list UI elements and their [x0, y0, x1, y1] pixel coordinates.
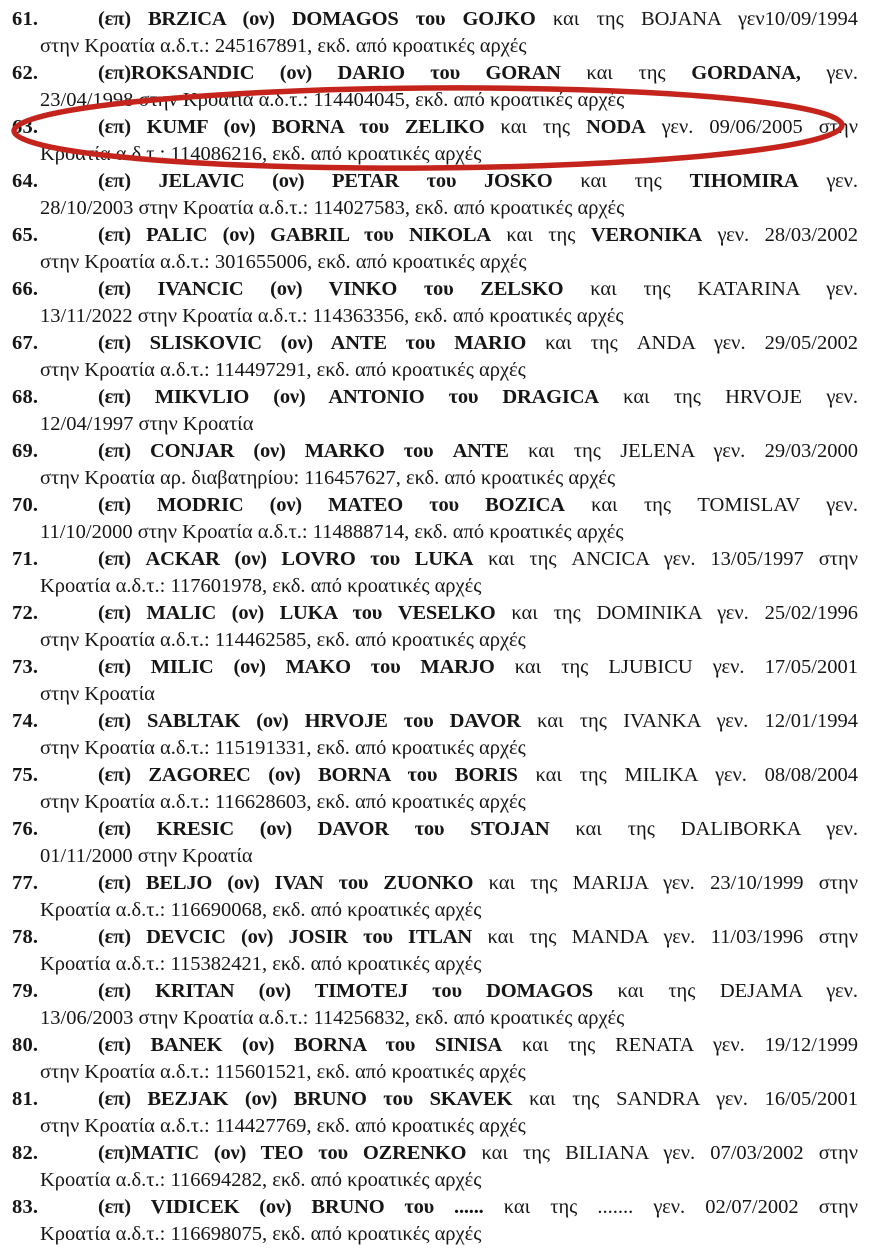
entry-text-segment: και της MILIKA γεν. 08/08/2004 [535, 764, 859, 786]
entry-name-bold-segment: (επ)ROKSANDIC (ον) DARIO του GORAN [98, 62, 561, 84]
entry-name-bold-segment: GORDANA, [691, 62, 801, 84]
entry-first-line [12, 708, 858, 735]
entry-second-line: 12/04/1997 στην Κροατία [40, 413, 254, 435]
entry-first-line [12, 978, 859, 1005]
entry-text-segment: και της DOMINIKA γεν. 25/02/1996 [511, 602, 859, 624]
entry-second-line: 28/10/2003 στην Κροατία α.δ.τ.: 114027583, εκδ. από κροατικές αρχές [40, 197, 625, 219]
entry-first-line [12, 114, 859, 141]
entry-name-bold-segment: (επ)MATIC (ον) TEO του OZRENKO [98, 1142, 467, 1164]
entry-name-bold-segment: (επ) KRITAN (ον) TIMOTEJ του DOMAGOS [98, 980, 593, 1002]
entry-number: 76. [12, 818, 39, 840]
entry-second-line: Κροατία α.δ.τ.: 116690068, εκδ. από κροατικές αρχές [40, 899, 482, 921]
entry-name-bold-segment: (επ) KRESIC (ον) DAVOR του STOJAN [98, 818, 550, 840]
entry-first-line [12, 924, 859, 951]
entry-first-line [12, 168, 859, 195]
entry-text-segment: και της DEJAMA γεν. [617, 980, 859, 1002]
list-item [0, 924, 880, 978]
entry-text-segment: και της IVANKA γεν. 12/01/1994 [537, 710, 858, 732]
entry-text-segment: και της TOMISLAV γεν. [591, 494, 859, 516]
entry-first-line [12, 600, 859, 627]
entry-name-bold-segment: (επ) ACKAR (ον) LOVRO του LUKA [98, 548, 474, 570]
entry-name-bold-segment: (επ) SLISKOVIC (ον) ANTE του MARIO [98, 332, 527, 354]
list-item [0, 222, 880, 276]
list-item [0, 708, 880, 762]
list-item [0, 276, 880, 330]
entry-first-line [12, 546, 859, 573]
entry-name-bold-segment: (επ) JELAVIC (ον) PETAR του JOSKO [98, 170, 553, 192]
entry-number: 70. [12, 494, 39, 516]
entry-name-bold-segment: (επ) BEZJAK (ον) BRUNO του SKAVEK [98, 1088, 513, 1110]
entry-name-bold-segment: (επ) MODRIC (ον) MATEO του BOZICA [98, 494, 565, 516]
entry-number: 79. [12, 980, 39, 1002]
entry-second-line: 13/11/2022 στην Κροατία α.δ.τ.: 114363356, εκδ. από κροατικές αρχές [40, 305, 624, 327]
entry-number: 71. [12, 548, 39, 570]
entry-number: 81. [12, 1088, 39, 1110]
entry-second-line: στην Κροατία α.δ.τ.: 114427769, εκδ. από κροατικές αρχές [40, 1115, 526, 1137]
entry-name-bold-segment: (επ) MALIC (ον) LUKA του VESELKO [98, 602, 496, 624]
entry-number: 61. [12, 8, 39, 30]
entry-second-line: στην Κροατία [40, 683, 155, 705]
list-item [0, 438, 880, 492]
entry-second-line: στην Κροατία α.δ.τ.: 114462585, εκδ. από κροατικές αρχές [40, 629, 526, 651]
entry-first-line [12, 1032, 859, 1059]
list-item [0, 762, 880, 816]
entry-number: 66. [12, 278, 39, 300]
entry-text-segment: και της MARIJA γεν. 23/10/1999 στην [488, 872, 859, 894]
list-item [0, 114, 880, 168]
entry-first-line [12, 762, 859, 789]
entry-first-line [12, 1086, 858, 1113]
entry-first-line [12, 1194, 859, 1221]
entry-second-line: στην Κροατία αρ. διαβατηρίου: 116457627, εκδ. από κροατικές αρχές [40, 467, 616, 489]
entry-name-bold-segment: (επ) PALIC (ον) GABRIL του NIKOLA [98, 224, 491, 246]
entry-second-line: Κροατία α.δ.τ.: 117601978, εκδ. από κροατικές αρχές [40, 575, 482, 597]
entry-second-line: στην Κροατία α.δ.τ.: 116628603, εκδ. από κροατικές αρχές [40, 791, 526, 813]
entry-text-segment: και της MANDA γεν. 11/03/1996 στην [487, 926, 859, 948]
entry-number: 64. [12, 170, 39, 192]
entry-second-line: στην Κροατία α.δ.τ.: 245167891, εκδ. από κροατικές αρχές [40, 35, 527, 57]
entry-text-segment: και της DALIBORKA γεν. [575, 818, 859, 840]
entry-text-segment: και της [586, 62, 666, 84]
entry-second-line: στην Κροατία α.δ.τ.: 114497291, εκδ. από κροατικές αρχές [40, 359, 526, 381]
entry-number: 68. [12, 386, 39, 408]
entry-name-bold-segment: (επ) MILIC (ον) MAKO του MARJO [98, 656, 495, 678]
entry-text-segment: και της JELENA γεν. 29/03/2000 [528, 440, 858, 462]
entry-text-segment: και της [506, 224, 576, 246]
entry-name-bold-segment: (επ) IVANCIC (ον) VINKO του ZELSKO [98, 278, 564, 300]
entry-number: 63. [12, 116, 39, 138]
entry-number: 65. [12, 224, 39, 246]
entry-first-line [12, 60, 859, 87]
entry-text-segment: και της RENATA γεν. 19/12/1999 [521, 1034, 859, 1056]
entry-second-line: 01/11/2000 στην Κροατία [40, 845, 253, 867]
entry-name-bold-segment: (επ) BRZICA (ον) DOMAGOS του GOJKO [98, 8, 536, 30]
entry-text-segment: γεν. 28/03/2002 [717, 224, 859, 246]
list-item [0, 816, 880, 870]
entry-text-segment: και της LJUBICU γεν. 17/05/2001 [514, 656, 858, 678]
entry-second-line: στην Κροατία α.δ.τ.: 301655006, εκδ. από κροατικές αρχές [40, 251, 527, 273]
entry-name-bold-segment: NODA [586, 116, 646, 138]
entry-number: 62. [12, 62, 39, 84]
entry-name-bold-segment: (επ) VIDICEK (ον) BRUNO του ...... [98, 1196, 484, 1218]
list-item [0, 978, 880, 1032]
entry-second-line: Κροατία α.δ.τ.: 116698075, εκδ. από κροατικές αρχές [40, 1223, 482, 1245]
entry-number: 83. [12, 1196, 39, 1218]
entry-second-line: 11/10/2000 στην Κροατία α.δ.τ.: 114888714, εκδ. από κροατικές αρχές [40, 521, 624, 543]
entry-second-line: στην Κροατία α.δ.τ.: 115601521, εκδ. από κροατικές αρχές [40, 1061, 526, 1083]
entry-number: 69. [12, 440, 39, 462]
entry-second-line: 13/06/2003 στην Κροατία α.δ.τ.: 114256832, εκδ. από κροατικές αρχές [40, 1007, 625, 1029]
entry-first-line [12, 438, 858, 465]
entry-text-segment: και της [500, 116, 571, 138]
entry-first-line [12, 6, 859, 33]
entry-name-bold-segment: TIHOMIRA [689, 170, 799, 192]
entry-name-bold-segment: VERONIKA [590, 224, 702, 246]
entry-name-bold-segment: (επ) CONJAR (ον) MARKO του ANTE [98, 440, 509, 462]
entry-text-segment: γεν. [826, 170, 859, 192]
entry-text-segment: και της HRVOJE γεν. [623, 386, 859, 408]
entry-name-bold-segment: (επ) BANEK (ον) BORNA του SINISA [98, 1034, 503, 1056]
entry-second-line: Κροατία α.δ.τ.: 114086216, εκδ. από κροατικές αρχές [40, 143, 482, 165]
entry-text-segment: και της BILIANA γεν. 07/03/2002 στην [481, 1142, 859, 1164]
entry-name-bold-segment: (επ) DEVCIC (ον) JOSIR του ITLAN [98, 926, 472, 948]
entry-number: 72. [12, 602, 39, 624]
entry-text-segment: γεν. [826, 62, 859, 84]
list-item [0, 60, 880, 114]
list-item [0, 870, 880, 924]
entry-number: 75. [12, 764, 39, 786]
entry-number: 78. [12, 926, 39, 948]
entry-first-line [12, 330, 859, 357]
list-item [0, 1086, 880, 1140]
list-item [0, 1032, 880, 1086]
entry-first-line [12, 222, 859, 249]
entry-name-bold-segment: (επ) ZAGOREC (ον) BORNA του BORIS [98, 764, 518, 786]
entry-second-line: 23/04/1998 στην Κροατία α.δ.τ.: 114404045, εκδ. από κροατικές αρχές [40, 89, 625, 111]
entry-number: 74. [12, 710, 39, 732]
entry-first-line [12, 870, 859, 897]
entries-list [0, 6, 880, 1248]
list-item [0, 330, 880, 384]
entry-first-line [12, 384, 859, 411]
list-item [0, 6, 880, 60]
entry-text-segment: και της ....... γεν. 02/07/2002 στην [503, 1196, 859, 1218]
entry-number: 80. [12, 1034, 39, 1056]
list-item [0, 654, 880, 708]
entry-text-segment: και της KATARINA γεν. [590, 278, 859, 300]
list-item [0, 546, 880, 600]
entry-number: 73. [12, 656, 39, 678]
list-item [0, 168, 880, 222]
entry-number: 77. [12, 872, 39, 894]
entry-first-line [12, 816, 859, 843]
entry-number: 67. [12, 332, 39, 354]
entry-name-bold-segment: (επ) SABLTAK (ον) HRVOJE του DAVOR [98, 710, 521, 732]
entry-text-segment: και της BOJANA γεν10/09/1994 [552, 8, 859, 30]
list-item [0, 600, 880, 654]
entry-first-line [12, 1140, 859, 1167]
entry-second-line: στην Κροατία α.δ.τ.: 115191331, εκδ. από κροατικές αρχές [40, 737, 526, 759]
entry-second-line: Κροατία α.δ.τ.: 115382421, εκδ. από κροατικές αρχές [40, 953, 482, 975]
entry-second-line: Κροατία α.δ.τ.: 116694282, εκδ. από κροατικές αρχές [40, 1169, 482, 1191]
list-item [0, 1194, 880, 1248]
entry-first-line [12, 654, 858, 681]
entry-name-bold-segment: (επ) KUMF (ον) BORNA του ZELIKO [98, 116, 485, 138]
entry-name-bold-segment: (επ) MIKVLIO (ον) ANTONIO του DRAGICA [98, 386, 599, 408]
entry-text-segment: γεν. 09/06/2005 στην [661, 116, 859, 138]
entry-number: 82. [12, 1142, 39, 1164]
entry-text-segment: και της [580, 170, 662, 192]
list-item [0, 1140, 880, 1194]
entry-first-line [12, 276, 859, 303]
entry-text-segment: και της SANDRA γεν. 16/05/2001 [529, 1088, 858, 1110]
entry-name-bold-segment: (επ) BELJO (ον) IVAN του ZUONKO [98, 872, 474, 894]
entry-first-line [12, 492, 859, 519]
list-item [0, 492, 880, 546]
list-item [0, 384, 880, 438]
entry-text-segment: και της ANDA γεν. 29/05/2002 [545, 332, 859, 354]
entry-text-segment: και της ANCICA γεν. 13/05/1997 στην [488, 548, 859, 570]
